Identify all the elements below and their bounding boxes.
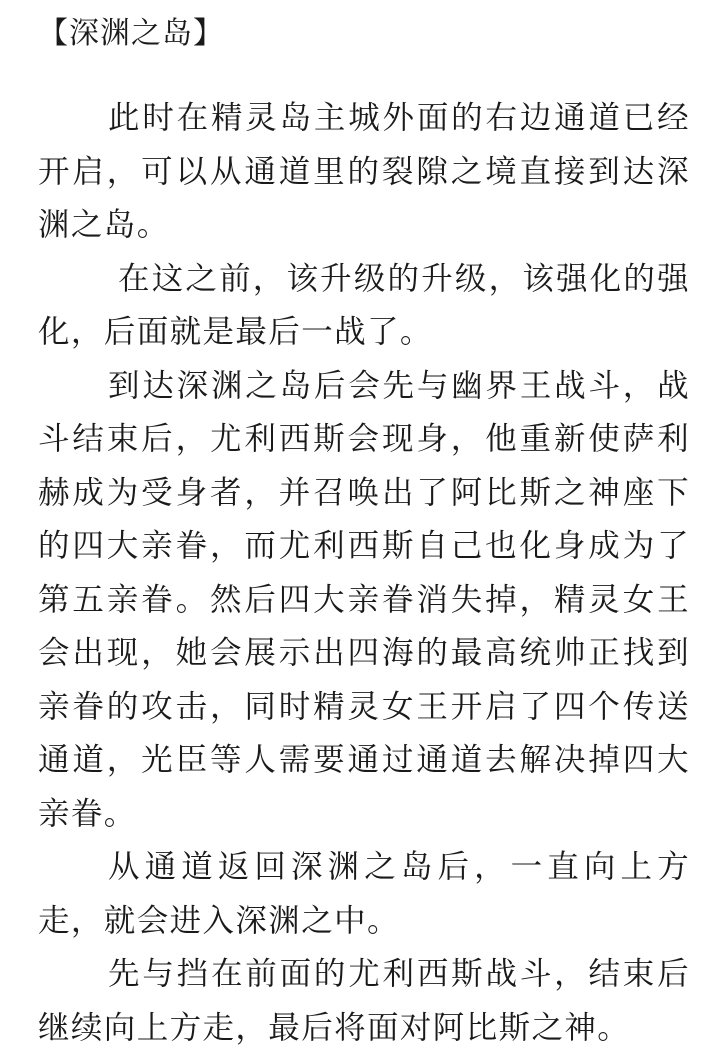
document-title: 【深渊之岛】 bbox=[38, 16, 224, 51]
paragraph: 在这之前，该升级的升级，该强化的强化，后面就是最后一战了。 bbox=[38, 260, 690, 350]
paragraph: 到达深渊之岛后会先与幽界王战斗，战斗结束后，尤利西斯会现身，他重新使萨利赫成为受身者，并召唤出了阿比斯之神座下的四大亲眷，而尤利西斯自己也化身成为了第五亲眷。然后四大亲眷消失掉，精灵女王会出现，她会展示出四海的最高统帅正找到亲眷的攻击，同时精灵女王开启了四个传送通道，光臣等人需要通过通道去解决掉四大亲眷。 bbox=[38, 367, 690, 832]
paragraph: 此时在精灵岛主城外面的右边通道已经开启，可以从通道里的裂隙之境直接到达深渊之岛。 bbox=[38, 100, 690, 243]
paragraph: 从通道返回深渊之岛后，一直向上方走，就会进入深渊之中。 bbox=[38, 849, 690, 939]
paragraph: 先与挡在前面的尤利西斯战斗，结束后继续向上方走，最后将面对阿比斯之神。 bbox=[38, 956, 690, 1046]
